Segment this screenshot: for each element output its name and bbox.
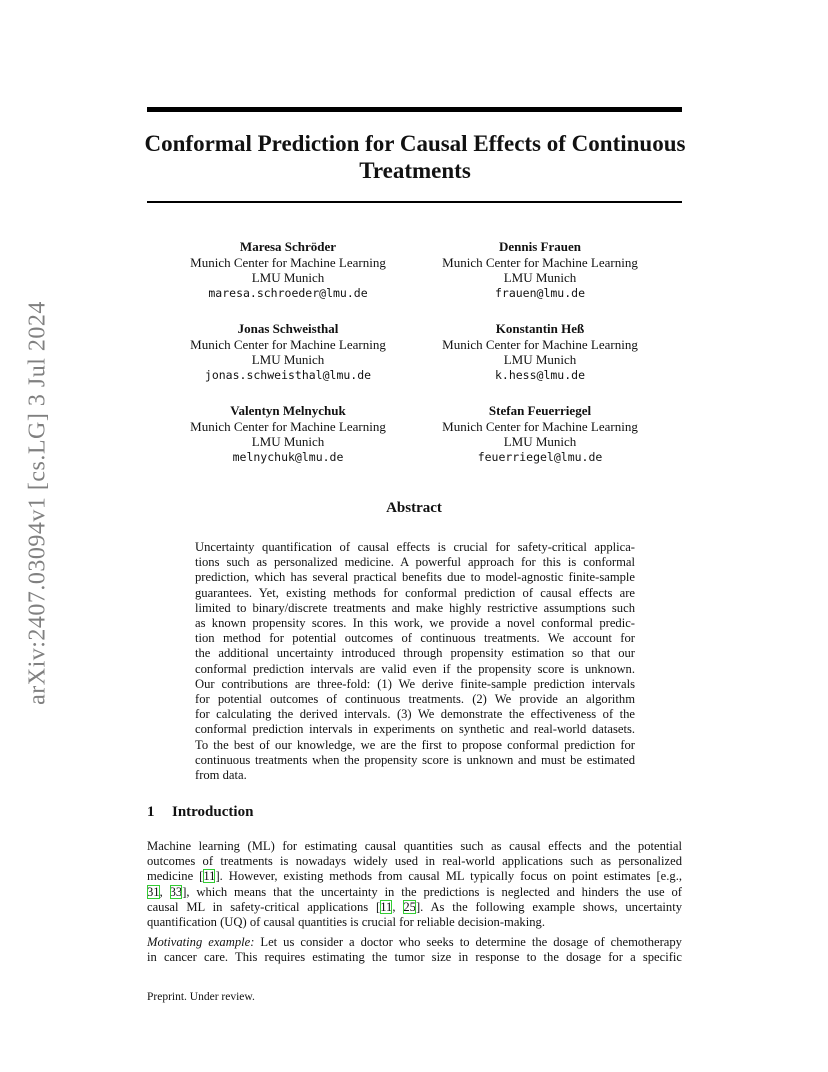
title-top-rule <box>147 107 682 112</box>
author-name: Maresa Schröder <box>239 239 337 254</box>
abstract-body <box>195 540 635 783</box>
section-title: Introduction <box>172 804 254 820</box>
abstract-line: limited to binary/discrete treatments and make highly restrictive assumptions such <box>195 600 635 615</box>
abstract-line: continuous treatments when the propensity score is unknown and must be estimated <box>195 752 635 767</box>
author-affiliation: Munich Center for Machine Learning <box>190 418 386 434</box>
paragraph-line: in cancer care. This requires estimating the tumor size in response to the dosage for a specific <box>147 950 682 965</box>
text-run: ], which means that the uncertainty in the predictions is neglected and hinders the use of <box>182 884 682 899</box>
author-name: Stefan Feuerriegel <box>488 403 592 418</box>
author-name: Dennis Frauen <box>499 239 581 254</box>
abstract-line: Our contributions are three-fold: (1) We derive finite-sample prediction intervals <box>195 676 635 691</box>
abstract-line: guarantees. Yet, existing methods for conformal prediction of causal effects are <box>195 585 635 600</box>
title-bottom-rule <box>147 201 682 203</box>
author-university: LMU Munich <box>503 270 577 285</box>
paragraph-line <box>147 935 682 950</box>
abstract-line: conformal prediction intervals are valid even if the propensity score is unknown. <box>195 661 635 676</box>
paragraph-line: outcomes of treatments is nowadays widely used in real-world applications such as personalized <box>147 854 682 869</box>
abstract-line: for potential outcomes of continuous treatments. (2) We provide an algorithm <box>195 692 635 707</box>
abstract-line: tion method for potential outcomes of continuous treatments. We account for <box>195 631 635 646</box>
abstract-line: prediction, which has several practical benefits due to model-agnostic finite-sample <box>195 570 635 585</box>
arxiv-id-text: arXiv:2407.03094v1 [cs.LG] 3 Jul 2024 <box>24 301 51 705</box>
abstract-line: conformal prediction intervals in experiments on synthetic and real-world datasets. <box>195 722 635 737</box>
author-email: feuerriegel@lmu.de <box>477 449 603 464</box>
text-run: causal ML in safety-critical applications [ <box>147 899 381 914</box>
title-line-2: Treatments <box>359 158 471 183</box>
paragraph-line: medicine [11]. However, existing methods from causal ML typically focus on point estimates [e.g., <box>147 869 683 884</box>
citation-link[interactable]: 25 <box>403 899 416 914</box>
author-email: maresa.schroeder@lmu.de <box>208 285 368 300</box>
text-run: . However, existing methods from causal ML typically focus on point estimates [e.g., <box>219 869 683 884</box>
author-university: LMU Munich <box>503 352 577 367</box>
paragraph-line: Machine learning (ML) for estimating causal quantities such as causal effects and the potential <box>147 839 682 853</box>
author-name: Konstantin Heß <box>495 321 585 336</box>
abstract-line: as known propensity scores. In this work, we provide a novel conformal predic- <box>195 616 635 631</box>
abstract-line: Uncertainty quantification of causal effects is crucial for safety-critical applica- <box>195 540 635 554</box>
abstract-line: for calculating the derived intervals. (3) We demonstrate the effectiveness of the <box>195 707 635 722</box>
title-line-1: Conformal Prediction for Causal Effects of Continuous <box>144 131 686 156</box>
citation-link[interactable]: 33 <box>169 884 183 899</box>
author-affiliation: Munich Center for Machine Learning <box>442 254 638 270</box>
intro-paragraph-2 <box>147 935 682 965</box>
author-email: frauen@lmu.de <box>494 285 585 300</box>
section-number: 1 <box>147 804 155 820</box>
author-affiliation: Munich Center for Machine Learning <box>442 418 638 434</box>
section-heading-introduction <box>147 804 253 821</box>
text-run: Let us consider a doctor who seeks to determine the dosage of chemotherapy <box>254 935 682 949</box>
author-affiliation: Munich Center for Machine Learning <box>190 336 386 352</box>
author-university: LMU Munich <box>251 352 325 367</box>
paragraph-line: quantification (UQ) of causal quantities is crucial for reliable decision-making. <box>147 915 545 930</box>
paragraph-line <box>147 885 682 900</box>
author-name: Valentyn Melnychuk <box>230 403 346 418</box>
author-block <box>415 403 665 465</box>
author-affiliation: Munich Center for Machine Learning <box>442 336 638 352</box>
author-email: melnychuk@lmu.de <box>232 449 344 464</box>
paragraph-line <box>147 900 682 915</box>
author-block <box>163 321 413 383</box>
text-run: ]. As the following example shows, uncertainty <box>415 899 682 914</box>
abstract-line: the additional uncertainty introduced through propensity estimation so that our <box>195 646 635 661</box>
author-block <box>415 321 665 383</box>
paragraph-lead: Motivating example: <box>147 935 255 949</box>
author-university: LMU Munich <box>251 270 325 285</box>
text-run: , <box>159 884 170 899</box>
author-block <box>163 403 413 465</box>
abstract-line: To the best of our knowledge, we are the first to propose conformal prediction for <box>195 737 635 752</box>
author-email: k.hess@lmu.de <box>494 367 585 382</box>
intro-paragraph-1 <box>147 839 682 930</box>
author-affiliation: Munich Center for Machine Learning <box>190 254 386 270</box>
abstract-line: tions such as personalized medicine. A powerful approach for this is conformal <box>195 555 635 570</box>
citation-link[interactable]: 11 <box>380 899 393 914</box>
text-run: , <box>392 899 404 914</box>
author-university: LMU Munich <box>251 434 325 449</box>
author-name: Jonas Schweisthal <box>237 321 339 336</box>
abstract-line: from data. <box>195 768 247 783</box>
author-email: jonas.schweisthal@lmu.de <box>204 367 372 382</box>
citation-link[interactable]: 11 <box>203 869 216 884</box>
author-university: LMU Munich <box>503 434 577 449</box>
author-block <box>415 239 665 301</box>
citation-link[interactable]: 31 <box>147 884 160 899</box>
paper-title <box>140 130 690 184</box>
abstract-heading: Abstract <box>386 500 442 516</box>
text-run: medicine <box>147 869 200 884</box>
author-block <box>163 239 413 301</box>
page-footer: Preprint. Under review. <box>147 991 255 1003</box>
